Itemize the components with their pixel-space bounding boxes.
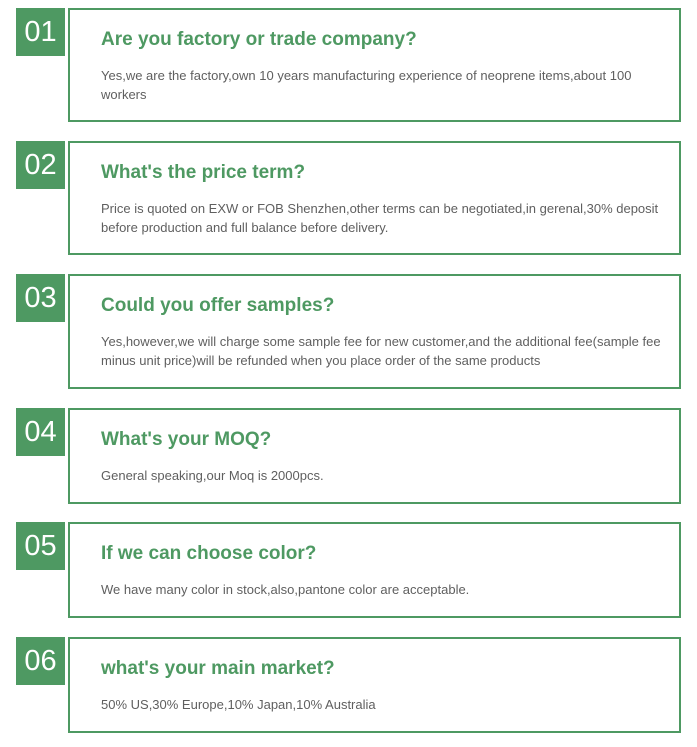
faq-answer: We have many color in stock,also,pantone color are acceptable. (101, 582, 470, 597)
number-badge: 04 (16, 408, 65, 456)
number-badge: 02 (16, 141, 65, 189)
faq-box (68, 637, 681, 733)
faq-item (0, 522, 697, 618)
number-badge: 03 (16, 274, 65, 322)
number-badge: 05 (16, 522, 65, 570)
faq-question: What's the price term? (101, 162, 306, 183)
faq-item (0, 8, 697, 122)
faq-box (68, 274, 681, 389)
faq-box (68, 408, 681, 504)
faq-question: What's your MOQ? (101, 429, 272, 450)
faq-question: what's your main market? (101, 658, 335, 679)
faq-item (0, 408, 697, 504)
faq-question: Are you factory or trade company? (101, 29, 417, 50)
faq-answer: 50% US,30% Europe,10% Japan,10% Australia (101, 697, 376, 712)
faq-answer: Price is quoted on EXW or FOB Shenzhen,other terms can be negotiated,in gerenal,30% deposit before production and full balance before delivery. (101, 201, 659, 235)
faq-box (68, 141, 681, 255)
faq-box (68, 522, 681, 618)
number-badge: 06 (16, 637, 65, 685)
faq-item (0, 274, 697, 389)
number-badge: 01 (16, 8, 65, 56)
faq-answer: Yes,however,we will charge some sample fee for new customer,and the additional fee(sample fee minus unit price)will be refunded when you place order of the same products (101, 334, 661, 368)
faq-question: Could you offer samples? (101, 295, 335, 316)
faq-answer: Yes,we are the factory,own 10 years manufacturing experience of neoprene items,about 100 workers (101, 68, 632, 102)
faq-question: If we can choose color? (101, 543, 317, 564)
faq-item (0, 141, 697, 255)
faq-item (0, 637, 697, 733)
faq-box (68, 8, 681, 122)
faq-answer: General speaking,our Moq is 2000pcs. (101, 468, 324, 483)
